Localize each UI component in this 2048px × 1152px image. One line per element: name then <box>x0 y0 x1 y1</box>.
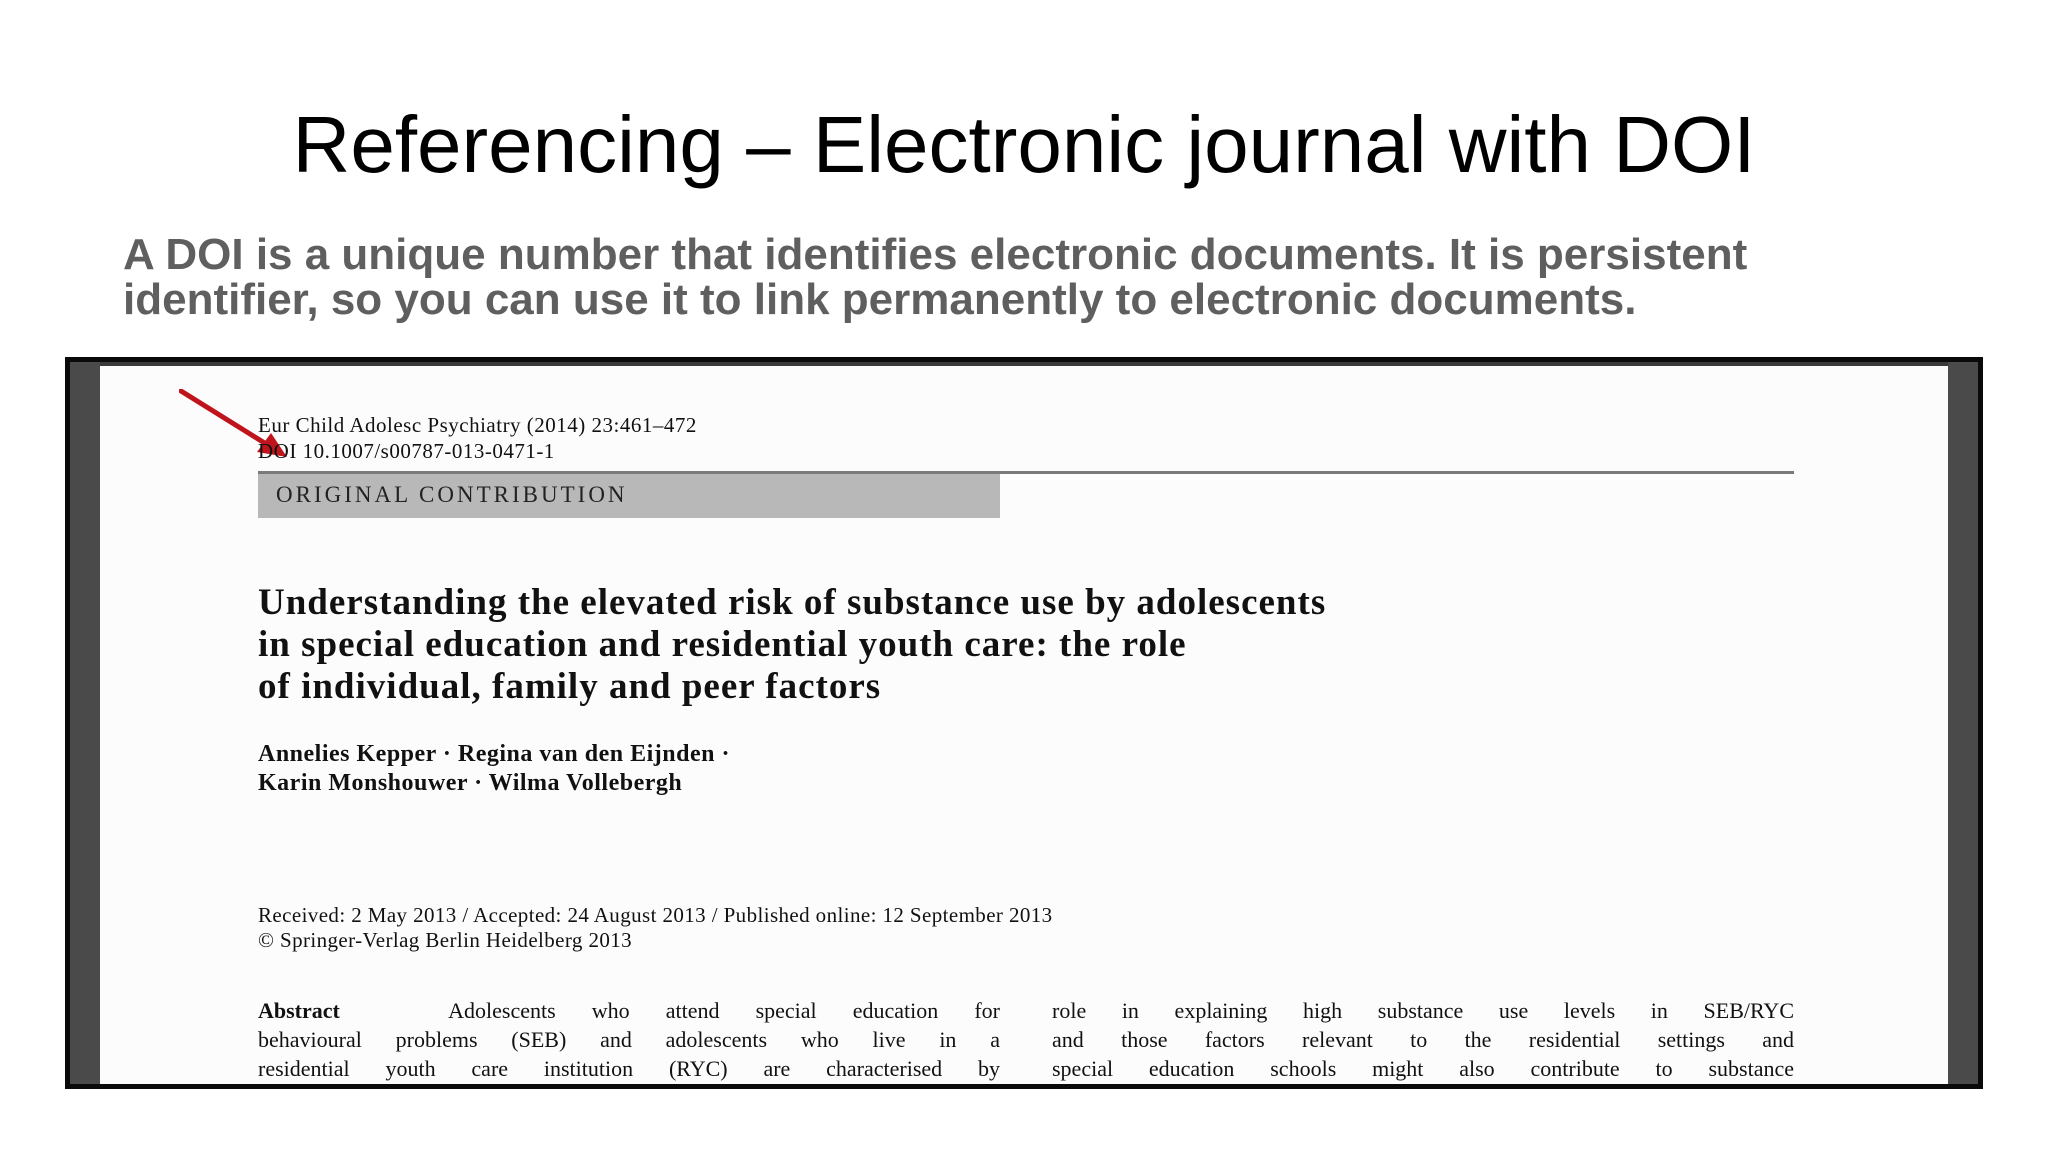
abstract-line: role in explaining high substance use levels in SEB/RYC <box>1052 998 1794 1023</box>
article-title-line: in special education and residential youth care: the role <box>258 624 1187 665</box>
scrollbar-right-edge <box>1948 362 1978 1084</box>
slide-title: Referencing – Electronic journal with DOI <box>292 100 1756 189</box>
abstract-line: special education schools might also contribute to substance <box>1052 1056 1794 1081</box>
abstract-line <box>258 996 1000 1025</box>
slide-body-line: A DOI is a unique number that identifies electronic documents. It is persistent <box>123 230 1748 279</box>
abstract-line: residential youth care institution (RYC) are characterised by <box>258 1056 1000 1081</box>
section-band <box>258 474 1000 518</box>
author-line: Karin Monshouwer · Wilma Vollebergh <box>258 770 683 796</box>
article-page <box>100 366 1948 1089</box>
abstract-right-column <box>1052 996 1794 1083</box>
article-title <box>258 582 1326 708</box>
slide-body-line: identifier, so you can use it to link permanently to electronic documents. <box>123 275 1637 324</box>
dates-line: Received: 2 May 2013 / Accepted: 24 August 2013 / Published online: 12 September 2013 <box>258 903 1053 927</box>
abstract-text: Adolescents who attend special education for <box>448 998 1001 1023</box>
author-line: Annelies Kepper · Regina van den Eijnden · <box>258 741 730 767</box>
abstract-line: behavioural problems (SEB) and adolescents who live in a <box>258 1027 1000 1052</box>
section-label: ORIGINAL CONTRIBUTION <box>276 482 628 507</box>
doi-text: DOI 10.1007/s00787-013-0471-1 <box>258 439 555 463</box>
article-screenshot <box>65 357 1983 1089</box>
slide-body-text <box>123 232 1963 322</box>
article-authors <box>258 740 730 798</box>
abstract-left-column <box>258 996 1000 1083</box>
journal-citation: Eur Child Adolesc Psychiatry (2014) 23:461–472 <box>258 413 697 437</box>
scrollbar-left-edge <box>70 362 100 1084</box>
copyright-line: © Springer-Verlag Berlin Heidelberg 2013 <box>258 928 633 952</box>
article-title-line: of individual, family and peer factors <box>258 666 882 707</box>
abstract-label: Abstract <box>258 998 340 1023</box>
article-title-line: Understanding the elevated risk of substance use by adolescents <box>258 582 1327 623</box>
publication-dates <box>258 903 1053 953</box>
abstract-line: and those factors relevant to the residential settings and <box>1052 1027 1794 1052</box>
